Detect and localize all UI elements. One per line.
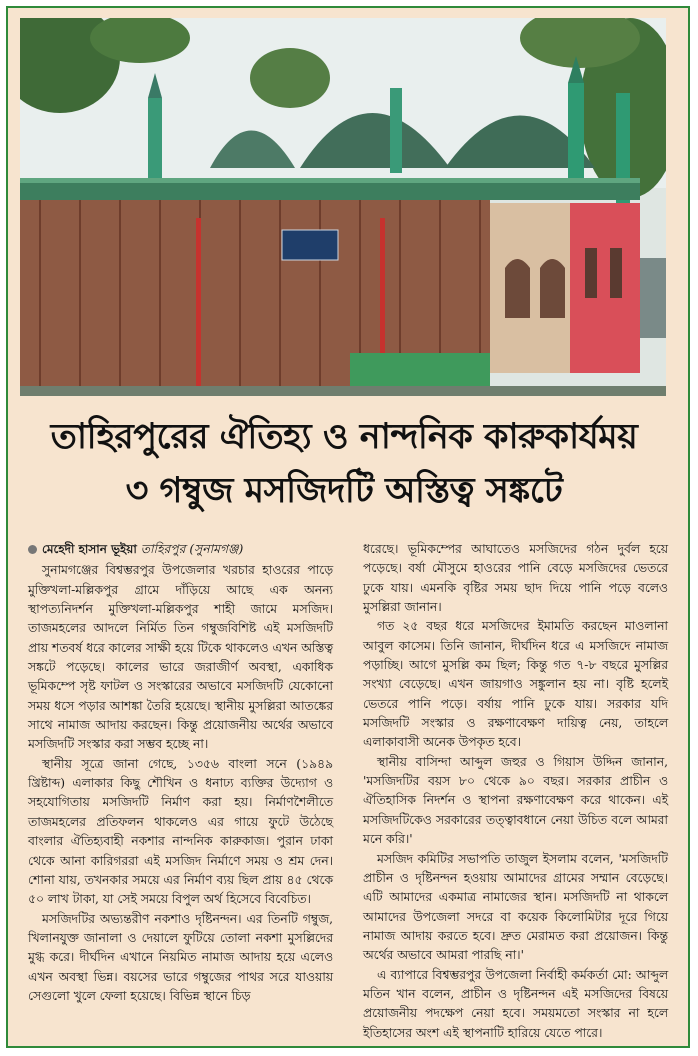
paragraph: স্থানীয় বাসিন্দা আব্দুল জহুর ও গিয়াস উদ্দিন জানান, 'মসজিদটির বয়স ৮০ থেকে ৯০ বছর। সরকার প্রাচীন ও ঐতিহাসিক নিদর্শন ও স্থাপনা রক্ষণাবেক্ষণ করে থাকেন। এই মসজিদটিকেও সরকারের তত্ত্বাবধানে নেয়া উচিত বলে আমরা মনে করি।' [363,754,668,847]
headline [14,410,674,518]
left-column [28,540,333,1040]
paragraph: গত ২৫ বছর ধরে মসজিদের ইমামতি করছেন মাওলানা আবুল কাসেম। তিনি জানান, দীর্ঘদিন ধরে এ মসজিদে নামাজ পড়াচ্ছি। আগে মুসল্লি কম ছিল; কিন্তু গত ৭-৮ বছরে মুসল্লির সংখ্যা বেড়েছে। এখন জায়গাও সঙ্কুলান হয় না। বৃষ্টি হলেই ভেতরে পানি পড়ে। বর্ষায় পানি ঢুকে যায়। সরকার যদি মসজিদটি সংস্কার ও রক্ষণাবেক্ষণ দায়িত্ব নেয়, তাহলে এলাকাবাসী অনেক উপকৃত হবে। [363,619,668,750]
byline-place: তাহিরপুর (সুনামগঞ্জ) [140,542,244,556]
mosque-photo [20,18,666,396]
headline-line-1: তাহিরপুরের ঐতিহ্য ও নান্দনিক কারুকার্যময় [50,417,638,457]
byline [28,540,333,559]
paragraph: সুনামগঞ্জের বিশ্বম্ভরপুর উপজেলার খরচার হাওরের পাড়ে মুক্তিখলা-মল্লিকপুর গ্রামে দাঁড়িয়ে আছে এক অনন্য স্থাপত্যনিদর্শন মুক্তিখলা-মল্লিকপুর শাহী জামে মসজিদ। তাজমহলের আদলে নির্মিত তিন গম্বুজবিশিষ্ট এই মসজিদটি প্রায় শতবর্ষ ধরে কালের সাক্ষী হয়ে টিকে থাকলেও এখন অস্তিত্ব সঙ্কটে পড়েছে। কালের ভারে জরাজীর্ণ অবস্থা, একাধিক ভূমিকম্পে সৃষ্ট ফাটল ও সংস্কারের অভাবে মসজিদটি যেকোনো সময় ধসে পড়ার আশঙ্কা তৈরি হয়েছে। স্থানীয় মুসল্লিরা আতঙ্কের সাথে নামাজ আদায় করছেন। কিন্তু প্রয়োজনীয় অর্থের অভাবে মসজিদটি সংস্কার করা সম্ভব হচ্ছে না। [28,563,333,752]
headline-line-2: ৩ গম্বুজ মসজিদটি অস্তিত্ব সঙ্কটে [125,471,563,511]
paragraph: মসজিদ কমিটির সভাপতি তাজুল ইসলাম বলেন, 'মসজিদটি প্রাচীন ও দৃষ্টিনন্দন হওয়ায় আমাদের গ্রামের সম্মান বেড়েছে। এটি আমাদের একমাত্র নামাজের স্থান। মসজিদটি না থাকলে আমাদের উপজেলা সদরে বা কয়েক কিলোমিটার দূরে গিয়ে নামাজ আদায় করতে হবে। দ্রুত মেরামত করা প্রয়োজন। কিন্তু অর্থের অভাবে আমরা পারছি না।' [363,851,668,963]
right-column [363,540,668,1040]
article-body [28,540,668,1040]
byline-author: মেহেদী হাসান ভূইয়া [42,542,137,556]
paragraph: স্থানীয় সূত্রে জানা গেছে, ১৩৫৬ বাংলা সনে (১৯৪৯ খ্রিষ্টাব্দ) এলাকার কিছু শৌখিন ও ধনাঢ্য ব্যক্তির উদ্যোগ ও সহযোগিতায় মসজিদটি নির্মাণ করা হয়। নির্মাণশৈলীতে তাজমহলের প্রতিফলন থাকলেও এর গায়ে ফুটে উঠেছে বাংলার ঐতিহ্যবাহী নকশার নান্দনিক কারুকাজ। পুরান ঢাকা থেকে আনা কারিগররা এই মসজিদ নির্মাণে সময় ও শ্রম দেন। শোনা যায়, তখনকার সময়ে এর নির্মাণ ব্যয় ছিল প্রায় ৪৫ থেকে ৫০ লাখ টাকা, যা সেই সময়ে বিপুল অর্থ হিসেবে বিবেচিত। [28,756,333,907]
bullet-icon [28,545,37,554]
paragraph: এ ব্যাপারে বিশ্বম্ভরপুর উপজেলা নির্বাহী কর্মকর্তা মো: আব্দুল মতিন খান বলেন, প্রাচীন ও দৃষ্টিনন্দন এই মসজিদের বিষয়ে প্রয়োজনীয় পদক্ষেপ নেয়া হবে। সময়মতো সংস্কার না হলে ইতিহাসের অংশ এই স্থাপনাটি হারিয়ে যেতে পারে। [363,967,668,1040]
paragraph: ধরেছে। ভূমিকম্পের আঘাতেও মসজিদের গঠন দুর্বল হয়ে পড়েছে। বর্ষা মৌসুমে হাওরের পানি বেড়ে মসজিদের ভেতরে ঢুকে যায়। এমনকি বৃষ্টির সময় ছাদ দিয়ে পানি পড়ে বলেও মুসল্লিরা জানান। [363,542,668,615]
paragraph: মসজিদটির অভ্যন্তরীণ নকশাও দৃষ্টিনন্দন। এর তিনটি গম্বুজ, খিলানযুক্ত জানালা ও দেয়ালে ফুটিয়ে তোলা নকশা মুসল্লিদের মুগ্ধ করে। দীর্ঘদিন এখানে নিয়মিত নামাজ আদায় হয়ে এলেও এখন অবস্থা ভিন্ন। বয়সের ভারে গম্বুজের পাথর সরে যাওয়ায় সেগুলো খুলে ফেলা হয়েছে। বিভিন্ন স্থানে চিড় [28,911,333,1003]
